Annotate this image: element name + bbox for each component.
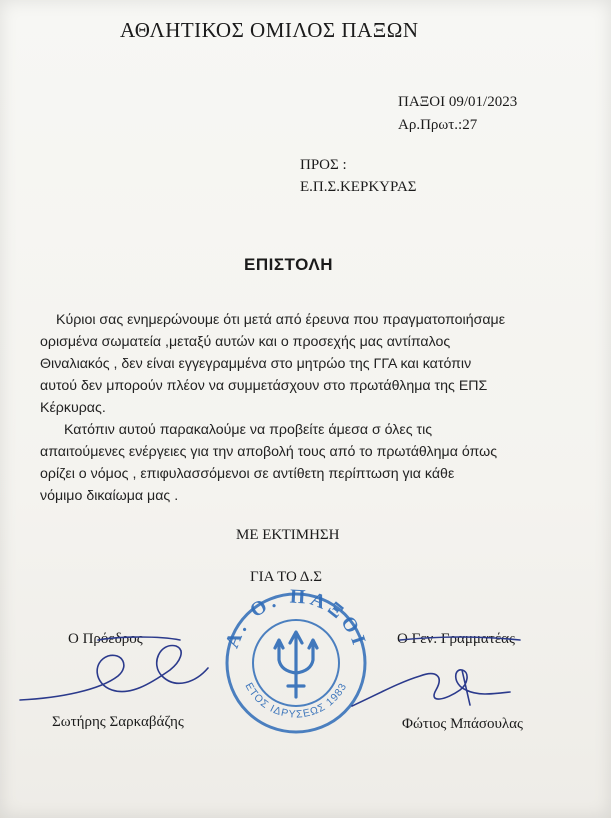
body-line: ορισμένα σωματεία ,μεταξύ αυτών και ο προσεχής μας αντίπαλος: [40, 334, 451, 350]
recipient-name: Ε.Π.Σ.ΚΕΡΚΥΡΑΣ: [300, 179, 417, 195]
president-name: Σωτήρης Σαρκαβάζης: [52, 714, 184, 730]
body-line: νόμιμο δικαίωμα μας .: [40, 488, 179, 504]
president-title: Ο Πρόεδρος: [68, 631, 143, 647]
stamp-bottom-text: ΕΤΟΣ ΙΔΡΥΣΕΩΣ 1983: [242, 680, 350, 721]
body-line: απαιτούμενες ενέργειες για την αποβολή τους από το πρωτάθλημα όπως: [40, 444, 498, 460]
stamp-top-text: Α. Ο. ΠΑΞΟΙ: [221, 585, 371, 652]
body-line: ορίζει ο νόμος , επιφυλασσόμενοι σε αντίθετη περίπτωση για κάθε: [40, 466, 455, 482]
secretary-name: Φώτιος Μπάσουλας: [402, 716, 523, 732]
protocol-number: Αρ.Πρωτ.:27: [398, 117, 478, 133]
body-line: Κύριοι σας ενημερώνουμε ότι μετά από έρευνα που πραγματοποιήσαμε: [56, 312, 506, 328]
body-line: Θιναλιακός , δεν είναι εγγεγραμμένα στο μητρώο της ΓΓΑ και κατόπιν: [40, 356, 472, 372]
recipient-label: ΠΡΟΣ :: [300, 157, 347, 173]
letter-title: ΕΠΙΣΤΟΛΗ: [244, 255, 333, 274]
date-line: ΠΑΞΟΙ 09/01/2023: [398, 94, 518, 110]
secretary-signature-icon: [352, 637, 520, 706]
president-signature-icon: [20, 637, 208, 700]
closing-phrase: ΜΕ ΕΚΤΙΜΗΣΗ: [236, 527, 340, 543]
secretary-title: Ο Γεν. Γραμματέας: [397, 631, 515, 647]
club-name-header: ΑΘΛΗΤΙΚΟΣ ΟΜΙΛΟΣ ΠΑΞΩΝ: [120, 18, 419, 42]
for-board-line: ΓΙΑ ΤΟ Δ.Σ: [250, 569, 322, 585]
body-line: Κατόπιν αυτού παρακαλούμε να προβείτε άμεσα σ όλες τις: [64, 422, 433, 438]
body-line: αυτού δεν μπορούν πλέον να συμμετάσχουν στο πρωτάθλημα της ΕΠΣ: [40, 378, 488, 394]
body-line: Κέρκυρας.: [40, 400, 106, 416]
